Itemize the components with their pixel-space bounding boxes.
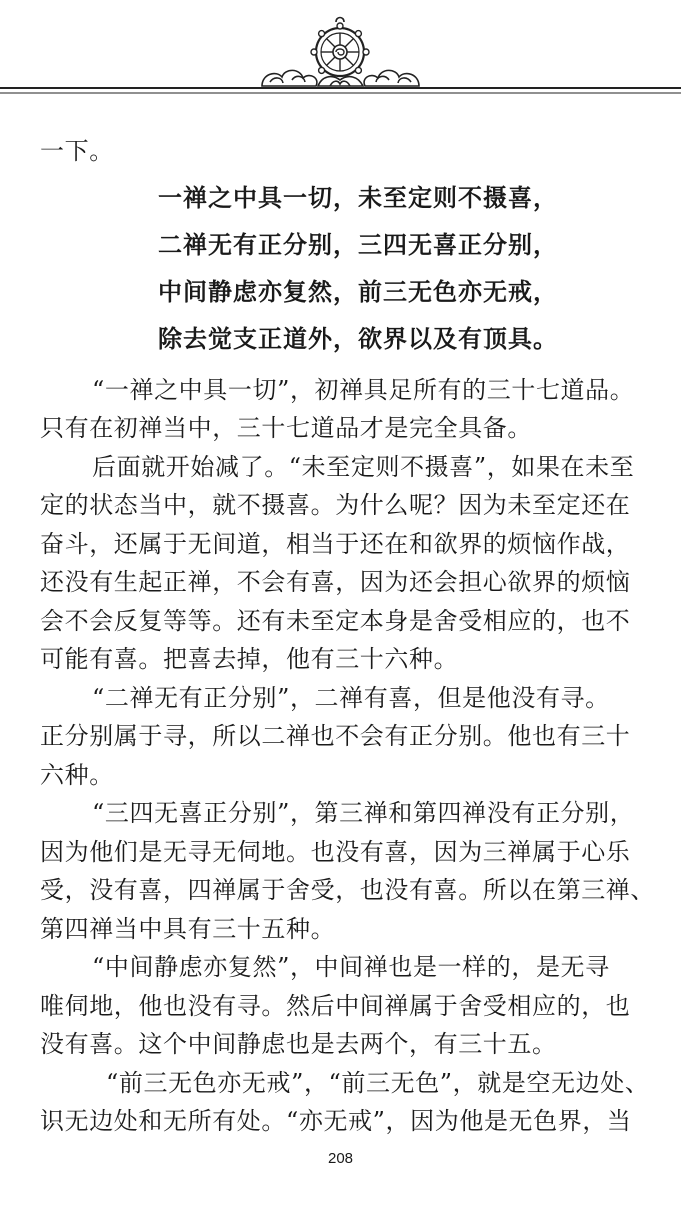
body-line: 第四禅当中具有三十五种。: [40, 914, 336, 943]
opening-line: 一下。: [40, 137, 114, 165]
body-line: “一禅之中具一切”，初禅具足所有的三十七道品。: [92, 375, 635, 404]
page-header-ornament: [0, 0, 681, 110]
body-line: 受，没有喜，四禅属于舍受，也没有喜。所以在第三禅、: [40, 876, 655, 904]
body-line: 正分别属于寻，所以二禅也不会有正分别。他也有三十: [40, 722, 631, 750]
page-content: [40, 132, 665, 1141]
body-line: “二禅无有正分别”，二禅有喜，但是他没有寻。: [92, 683, 610, 712]
body-line: “前三无色亦无戒”，“前三无色”，就是空无边处、: [106, 1068, 650, 1097]
body-line: 会不会反复等等。还有未至定本身是舍受相应的，也不: [40, 606, 631, 635]
body-line: 还没有生起正禅，不会有喜，因为还会担心欲界的烦恼: [40, 568, 631, 596]
body-line: 奋斗，还属于无间道，相当于还在和欲界的烦恼作战，: [40, 529, 631, 558]
verse-line-3: 中间静虑亦复然，前三无色亦无戒，: [158, 277, 558, 306]
body-line: 没有喜。这个中间静虑也是去两个，有三十五。: [40, 1030, 557, 1058]
body-line: 六种。: [40, 760, 114, 789]
verse-line-1: 一禅之中具一切，未至定则不摄喜，: [158, 183, 558, 212]
page-number: 208: [327, 1150, 354, 1167]
body-line: 识无边处和无所有处。“亦无戒”，因为他是无色界，当: [40, 1107, 632, 1135]
verse-line-2: 二禅无有正分别，三四无喜正分别，: [158, 230, 558, 259]
body-line: “三四无喜正分别”，第三禅和第四禅没有正分别，: [92, 799, 635, 827]
verse-block: [158, 175, 665, 363]
body-line: 可能有喜。把喜去掉，他有三十六种。: [40, 645, 459, 673]
body-line: “中间静虑亦复然”，中间禅也是一样的，是无寻: [92, 953, 610, 981]
verse-line-4: 除去觉支正道外，欲界以及有顶具。: [158, 324, 558, 353]
dharma-wheel-icon: [0, 0, 681, 110]
body-line: 定的状态当中，就不摄喜。为什么呢？因为未至定还在: [40, 491, 631, 519]
body-line: 只有在初禅当中，三十七道品才是完全具备。: [40, 414, 532, 442]
body-line: 后面就开始减了。“未至定则不摄喜”，如果在未至: [92, 452, 635, 481]
body-line: 唯伺地，他也没有寻。然后中间禅属于舍受相应的，也: [40, 991, 631, 1020]
body-line: 因为他们是无寻无伺地。也没有喜，因为三禅属于心乐: [40, 837, 631, 866]
commentary-body: [40, 371, 665, 1141]
